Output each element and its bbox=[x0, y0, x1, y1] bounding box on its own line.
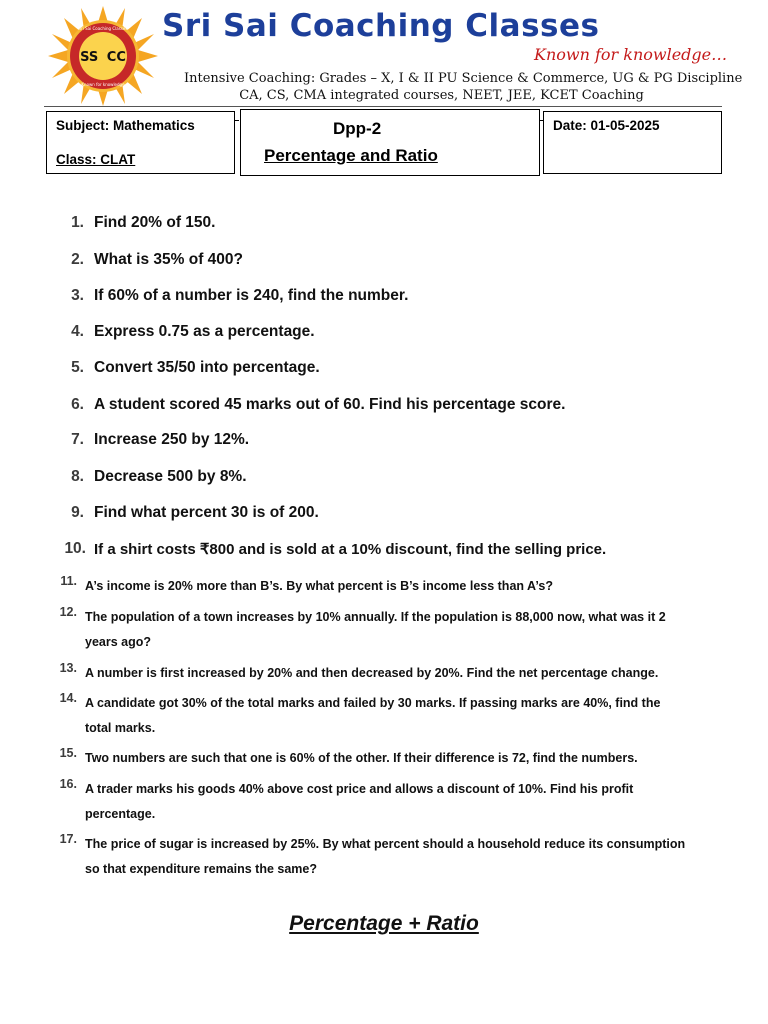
question-text: Express 0.75 as a percentage. bbox=[94, 323, 315, 340]
question-text-line-1: The price of sugar is increased by 25%. By what percent should a household reduce its consumption bbox=[85, 837, 686, 851]
subject-box bbox=[46, 111, 235, 174]
question-text-line-2: percentage. bbox=[85, 807, 156, 821]
question-number: 9. bbox=[71, 504, 84, 521]
dpp-label: Dpp-2 bbox=[333, 119, 382, 138]
question-number: 15. bbox=[59, 746, 77, 760]
question-text: A’s income is 20% more than B’s. By what percent is B’s income less than A’s? bbox=[85, 579, 553, 593]
question-text-line-2: total marks. bbox=[85, 721, 156, 735]
title-box bbox=[240, 109, 540, 176]
question-text: A number is first increased by 20% and then decreased by 20%. Find the net percentage change. bbox=[85, 666, 659, 680]
question-number: 14. bbox=[59, 691, 77, 705]
question-number: 17. bbox=[59, 832, 77, 846]
question-number: 6. bbox=[71, 396, 84, 413]
date-box bbox=[543, 111, 722, 174]
question-number: 16. bbox=[59, 777, 77, 791]
institute-name: Sri Sai Coaching Classes bbox=[162, 8, 600, 44]
question-number: 11. bbox=[60, 574, 77, 588]
question-text: Increase 250 by 12%. bbox=[94, 431, 250, 448]
institute-logo bbox=[48, 6, 158, 106]
question-text-line-1: The population of a town increases by 10% annually. If the population is 88,000 now, what was it 2 bbox=[85, 610, 666, 624]
question-number: 10. bbox=[64, 540, 86, 557]
question-text-line-2: years ago? bbox=[85, 635, 152, 649]
question-text: A student scored 45 marks out of 60. Find his percentage score. bbox=[94, 396, 566, 413]
question-number: 13. bbox=[59, 661, 77, 675]
date-label: Date: 01-05-2025 bbox=[553, 118, 660, 133]
question-text-line-1: A trader marks his goods 40% above cost price and allows a discount of 10%. Find his profit bbox=[85, 782, 634, 796]
question-text: Decrease 500 by 8%. bbox=[94, 468, 247, 485]
logo-ring-text-bottom: Known for knowledge bbox=[81, 82, 125, 87]
question-number: 2. bbox=[71, 251, 84, 268]
question-text: If a shirt costs ₹800 and is sold at a 10% discount, find the selling price. bbox=[94, 541, 607, 558]
question-text: Find what percent 30 is of 200. bbox=[94, 504, 319, 521]
question-number: 3. bbox=[71, 287, 84, 304]
page-header bbox=[0, 0, 768, 110]
question-text: Find 20% of 150. bbox=[94, 214, 216, 231]
question-number: 7. bbox=[71, 431, 84, 448]
question-number: 8. bbox=[71, 468, 84, 485]
logo-initials-left: SS bbox=[80, 50, 99, 65]
subject-label: Subject: Mathematics bbox=[56, 118, 195, 133]
question-text: Two numbers are such that one is 60% of the other. If their difference is 72, find the numbers. bbox=[85, 751, 638, 765]
logo-ring-text-top: Sri Sai Coaching Classes bbox=[78, 26, 128, 31]
institute-tagline: Known for knowledge… bbox=[534, 45, 728, 64]
question-text-line-1: A candidate got 30% of the total marks and failed by 30 marks. If passing marks are 40%, find the bbox=[85, 696, 661, 710]
question-text: What is 35% of 400? bbox=[94, 251, 244, 268]
question-number: 4. bbox=[71, 323, 84, 340]
section-title: Percentage + Ratio bbox=[289, 912, 479, 935]
question-text: If 60% of a number is 240, find the number. bbox=[94, 287, 409, 304]
class-label: Class: CLAT bbox=[56, 152, 136, 167]
courses-line-1: Intensive Coaching: Grades – X, I & II PU Science & Commerce, UG & PG Discipline bbox=[184, 71, 743, 86]
question-text-line-2: so that expenditure remains the same? bbox=[85, 862, 318, 876]
header-divider bbox=[44, 106, 722, 107]
courses-line-2: CA, CS, CMA integrated courses, NEET, JEE, KCET Coaching bbox=[239, 88, 644, 103]
question-text: Convert 35/50 into percentage. bbox=[94, 359, 320, 376]
box-connector bbox=[235, 120, 239, 121]
question-number: 12. bbox=[59, 605, 77, 619]
topic-title: Percentage and Ratio bbox=[264, 146, 438, 165]
question-number: 1. bbox=[71, 214, 84, 231]
question-number: 5. bbox=[71, 359, 84, 376]
logo-initials-right: CC bbox=[106, 50, 126, 65]
